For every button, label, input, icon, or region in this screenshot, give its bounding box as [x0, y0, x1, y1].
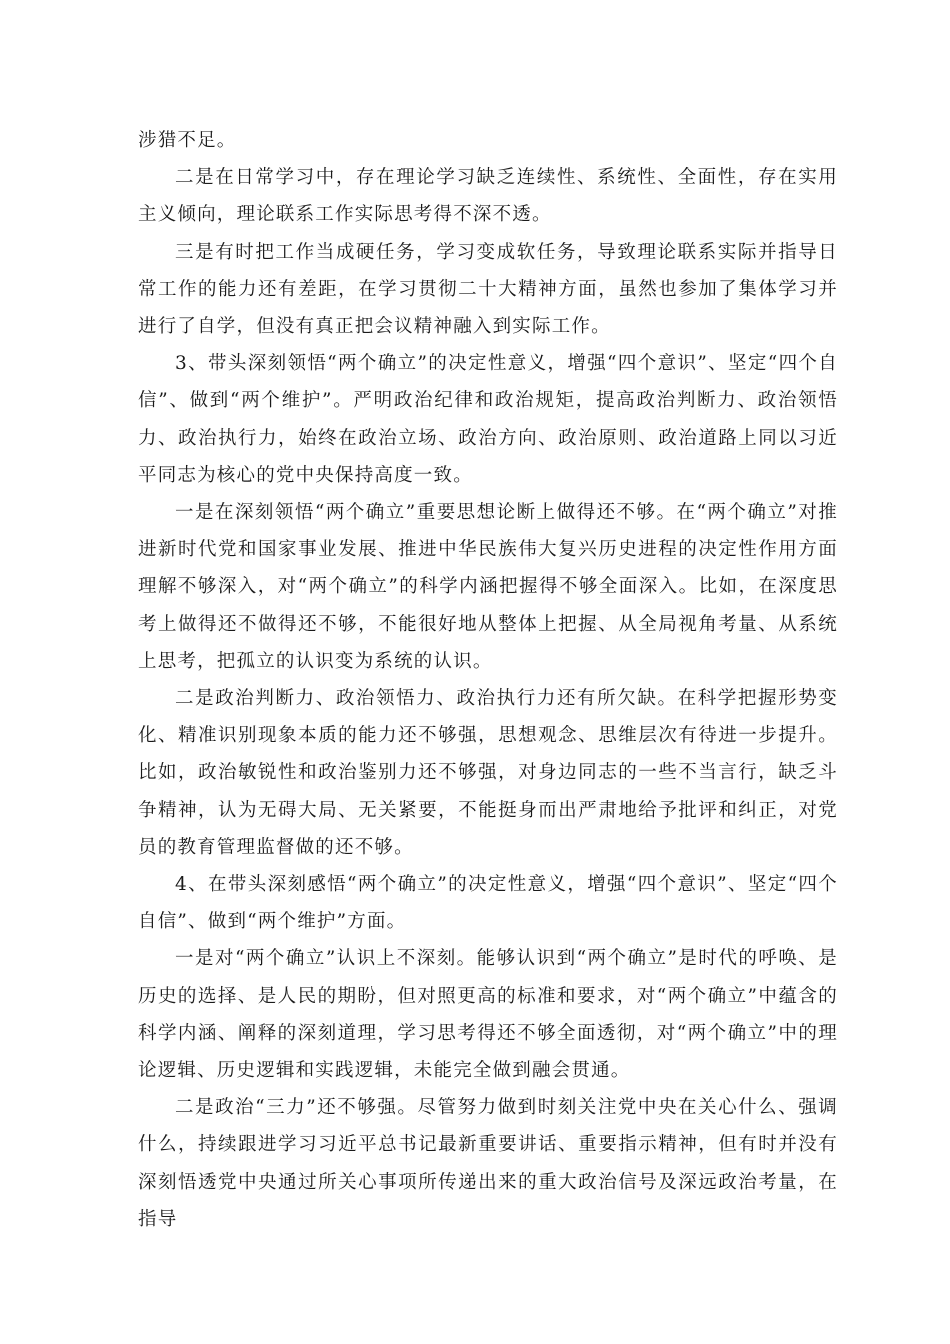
paragraph: 一是在深刻领悟“两个确立”重要思想论断上做得还不够。在“两个确立”对推进新时代党和国家事业发展、推进中华民族伟大复兴历史进程的决定性作用方面理解不够深入，对“两个确立”的科学内涵把握得不够全面深入。比如，在深度思考上做得还不做得还不够，不能很好地从整体上把握、从全局视角考量、从系统上思考，把孤立的认识变为系统的认识。 — [138, 502, 838, 672]
paragraph: 三是有时把工作当成硬任务，学习变成软任务，导致理论联系实际并指导日常工作的能力还有差距，在学习贯彻二十大精神方面，虽然也参加了集体学习并进行了自学，但没有真正把会议精神融入到实际工作。 — [138, 241, 838, 338]
document-body — [138, 122, 838, 1238]
paragraph: 二是在日常学习中，存在理论学习缺乏连续性、系统性、全面性，存在实用主义倾向，理论联系工作实际思考得不深不透。 — [138, 167, 838, 226]
paragraph: 二是政治“三力”还不够强。尽管努力做到时刻关注党中央在关心什么、强调什么，持续跟进学习习近平总书记最新重要讲话、重要指示精神，但有时并没有深刻悟透党中央通过所关心事项所传递出来的重大政治信号及深远政治考量，在指导 — [138, 1097, 838, 1230]
paragraph: 一是对“两个确立”认识上不深刻。能够认识到“两个确立”是时代的呼唤、是历史的选择、是人民的期盼，但对照更高的标准和要求，对“两个确立”中蕴含的科学内涵、阐释的深刻道理，学习思考得还不够全面透彻，对“两个确立”中的理论逻辑、历史逻辑和实践逻辑，未能完全做到融会贯通。 — [138, 948, 838, 1082]
section-heading-3: 3、带头深刻领悟“两个确立”的决定性意义，增强“四个意识”、坚定“四个自信”、做到“两个维护”。严明政治纪律和政治规矩，提高政治判断力、政治领悟力、政治执行力，始终在政治立场、政治方向、政治原则、政治道路上同以习近平同志为核心的党中央保持高度一致。 — [138, 353, 838, 486]
section-heading-4: 4、在带头深刻感悟“两个确立”的决定性意义，增强“四个意识”、坚定“四个自信”、做到“两个维护”方面。 — [138, 874, 838, 933]
paragraph: 二是政治判断力、政治领悟力、政治执行力还有所欠缺。在科学把握形势变化、精准识别现象本质的能力还不够强，思想观念、思维层次有待进一步提升。比如，政治敏锐性和政治鉴别力还不够强，对身边同志的一些不当言行，缺乏斗争精神，认为无碍大局、无关紧要，不能挺身而出严肃地给予批评和纠正，对党员的教育管理监督做的还不够。 — [138, 688, 838, 858]
paragraph-continuation: 涉猎不足。 — [138, 130, 237, 151]
